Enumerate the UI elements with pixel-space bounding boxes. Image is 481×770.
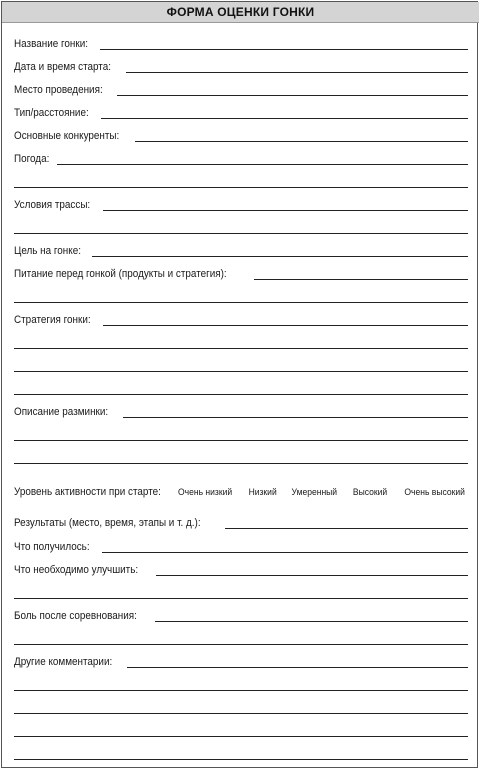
other-comments-extra-line-1[interactable] [14, 690, 468, 691]
activity-level-options [175, 487, 468, 498]
type-distance-label: Тип/расстояние: [14, 107, 89, 119]
what-worked-field[interactable] [102, 552, 468, 553]
start-datetime-row [14, 59, 468, 73]
race-name-row [14, 36, 468, 50]
other-comments-extra-line-2[interactable] [14, 713, 468, 714]
what-worked-row [14, 539, 468, 553]
post-race-pain-label: Боль после соревнования: [14, 610, 137, 622]
race-goal-field[interactable] [92, 256, 468, 257]
warmup-extra-line-2[interactable] [14, 463, 468, 464]
nutrition-extra-line[interactable] [14, 302, 468, 303]
activity-level-label: Уровень активности при старте: [14, 486, 161, 498]
other-comments-extra-line-4[interactable] [14, 759, 468, 760]
form-title: ФОРМА ОЦЕНКИ ГОНКИ [166, 5, 315, 19]
nutrition-row [14, 266, 468, 280]
warmup-extra-line-1[interactable] [14, 440, 468, 441]
start-datetime-field[interactable] [126, 72, 468, 73]
other-comments-label: Другие комментарии: [14, 656, 113, 668]
other-comments-row [14, 654, 468, 668]
venue-label: Место проведения: [14, 84, 103, 96]
weather-extra-line[interactable] [14, 187, 468, 188]
track-conditions-field[interactable] [103, 210, 468, 211]
track-conditions-row [14, 197, 468, 211]
other-comments-field[interactable] [127, 667, 468, 668]
strategy-field[interactable] [103, 325, 468, 326]
activity-option-moderate[interactable]: Умеренный [291, 487, 338, 498]
race-name-field[interactable] [100, 49, 468, 50]
post-race-pain-extra-line[interactable] [14, 644, 468, 645]
strategy-extra-line-2[interactable] [14, 371, 468, 372]
activity-option-low[interactable]: Низкий [248, 487, 277, 498]
main-rivals-field[interactable] [135, 141, 468, 142]
results-field[interactable] [225, 528, 468, 529]
to-improve-label: Что необходимо улучшить: [14, 564, 139, 576]
activity-option-very-high[interactable]: Очень высокий [404, 487, 465, 498]
to-improve-row [14, 562, 468, 576]
weather-field[interactable] [57, 164, 468, 165]
track-conditions-extra-line[interactable] [14, 233, 468, 234]
strategy-extra-line-3[interactable] [14, 394, 468, 395]
other-comments-extra-line-3[interactable] [14, 736, 468, 737]
form-header [2, 2, 479, 23]
type-distance-row [14, 105, 468, 119]
activity-level-row [14, 484, 468, 498]
race-name-label: Название гонки: [14, 38, 88, 50]
race-goal-label: Цель на гонке: [14, 245, 81, 257]
track-conditions-label: Условия трассы: [14, 199, 91, 211]
what-worked-label: Что получилось: [14, 541, 90, 553]
strategy-label: Стратегия гонки: [14, 314, 91, 326]
venue-field[interactable] [117, 95, 468, 96]
venue-row [14, 82, 468, 96]
strategy-row [14, 312, 468, 326]
main-rivals-label: Основные конкуренты: [14, 130, 120, 142]
results-row [14, 515, 468, 529]
warmup-field[interactable] [123, 417, 468, 418]
type-distance-field[interactable] [101, 118, 468, 119]
activity-option-very-low[interactable]: Очень низкий [178, 487, 233, 498]
to-improve-field[interactable] [156, 575, 468, 576]
nutrition-field[interactable] [254, 279, 468, 280]
post-race-pain-row [14, 608, 468, 622]
post-race-pain-field[interactable] [155, 621, 468, 622]
to-improve-extra-line[interactable] [14, 598, 468, 599]
start-datetime-label: Дата и время старта: [14, 61, 111, 73]
weather-row [14, 151, 468, 165]
warmup-label: Описание разминки: [14, 406, 109, 418]
race-goal-row [14, 243, 468, 257]
strategy-extra-line-1[interactable] [14, 348, 468, 349]
weather-label: Погода: [14, 153, 50, 165]
results-label: Результаты (место, время, этапы и т. д.): [14, 517, 201, 529]
nutrition-label: Питание перед гонкой (продукты и стратегия): [14, 268, 227, 280]
main-rivals-row [14, 128, 468, 142]
activity-option-high[interactable]: Высокий [353, 487, 388, 498]
warmup-row [14, 404, 468, 418]
